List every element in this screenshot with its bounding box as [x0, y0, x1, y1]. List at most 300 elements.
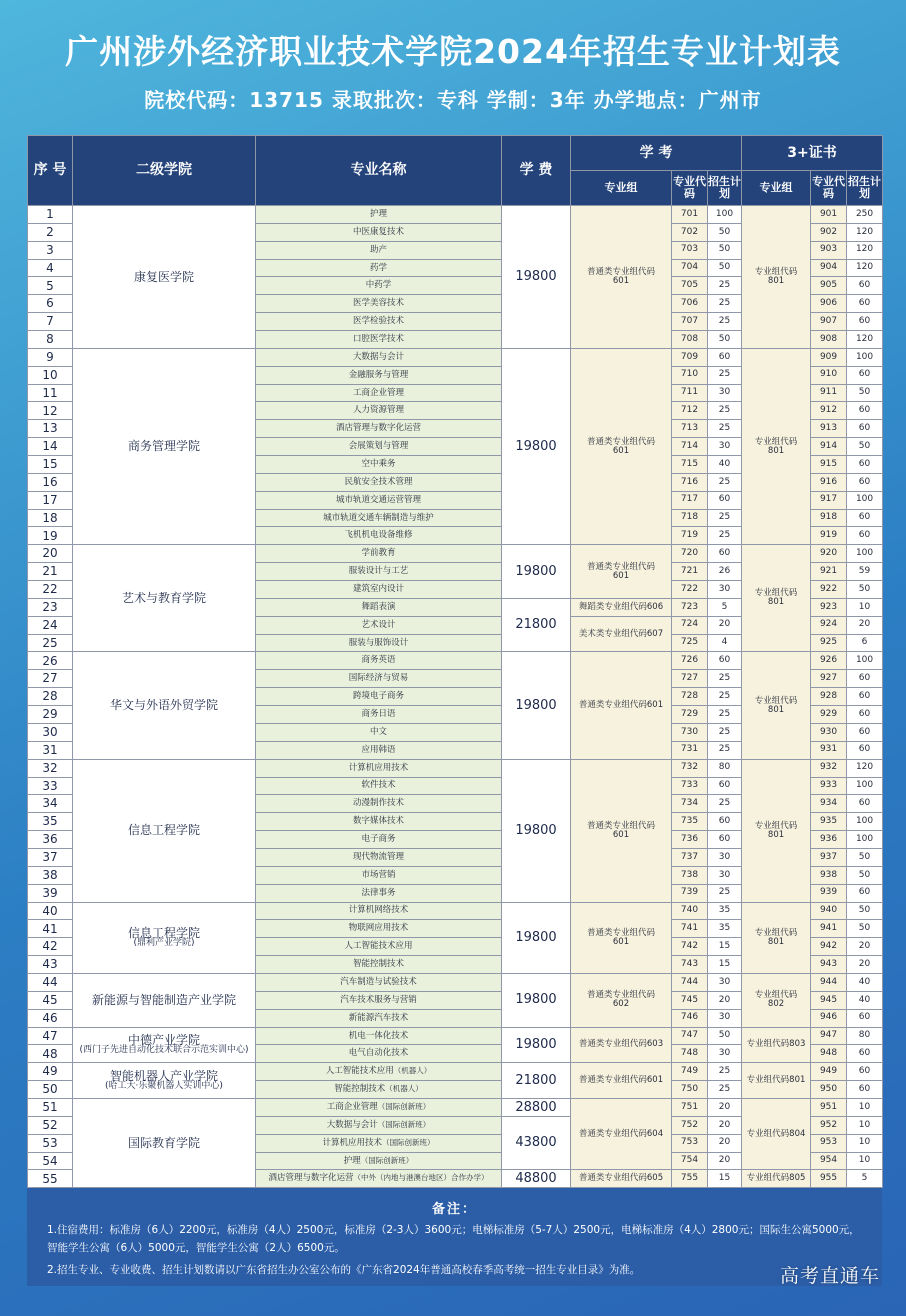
- zs-code: 925: [811, 634, 847, 652]
- row-seq: 26: [28, 652, 73, 670]
- row-seq: 39: [28, 884, 73, 902]
- zs-group-code: 801: [767, 936, 785, 947]
- zs-code: 938: [811, 866, 847, 884]
- tuition-fee: 19800: [502, 348, 571, 544]
- zs-group-label: 专业组代码: [754, 820, 798, 831]
- major-name-cell: [256, 295, 502, 313]
- major-name: 医学美容技术: [352, 298, 404, 309]
- zs-plan: 60: [847, 277, 883, 295]
- zs-code: 912: [811, 402, 847, 420]
- major-name-cell: [256, 902, 502, 920]
- zs-plan: 50: [847, 581, 883, 599]
- major-name: 计算机网络技术: [348, 905, 409, 916]
- zs-plan: 50: [847, 848, 883, 866]
- xk-group-label: 普通类专业组代码603: [578, 1039, 664, 1050]
- xk-code: 755: [672, 1170, 708, 1188]
- zs-code: 951: [811, 1098, 847, 1116]
- xk-code: 735: [672, 813, 708, 831]
- row-seq: 17: [28, 491, 73, 509]
- row-seq: 12: [28, 402, 73, 420]
- xk-plan: 60: [708, 652, 742, 670]
- row-seq: 10: [28, 366, 73, 384]
- header-xuekao: 学 考: [571, 136, 742, 171]
- row-seq: 43: [28, 956, 73, 974]
- xk-plan: 30: [708, 384, 742, 402]
- zs-group-cell: [742, 1098, 811, 1169]
- xk-group-label: 普通类专业组代码: [586, 990, 655, 1001]
- major-name-cell: [256, 402, 502, 420]
- college-name-cell: [73, 973, 256, 1027]
- xk-plan: 25: [708, 402, 742, 420]
- xk-group-label: 普通类专业组代码605: [578, 1173, 664, 1184]
- major-note: （机器人）: [393, 1066, 432, 1076]
- zs-plan: 60: [847, 402, 883, 420]
- zs-plan: 40: [847, 991, 883, 1009]
- tuition-fee: 19800: [502, 902, 571, 973]
- table-body: [28, 206, 883, 1188]
- xk-plan: 30: [708, 1045, 742, 1063]
- row-seq: 28: [28, 688, 73, 706]
- zs-code: 932: [811, 759, 847, 777]
- xk-code: 740: [672, 902, 708, 920]
- major-name: 中文: [369, 726, 387, 737]
- zs-code: 931: [811, 741, 847, 759]
- xk-group-label: 普通类专业组代码604: [578, 1128, 664, 1139]
- major-name: 工商企业管理: [326, 1101, 378, 1112]
- xk-plan: 25: [708, 1081, 742, 1099]
- major-name: 服装设计与工艺: [348, 566, 409, 577]
- major-note: （国际创新班）: [377, 1101, 431, 1111]
- major-name: 国际经济与贸易: [348, 673, 409, 684]
- xk-plan: 60: [708, 491, 742, 509]
- zs-code: 954: [811, 1152, 847, 1170]
- xk-code: 743: [672, 956, 708, 974]
- college-name-cell: [73, 348, 256, 544]
- header-college: 二级学院: [73, 136, 256, 206]
- major-name-cell: [256, 848, 502, 866]
- tuition-fee: 19800: [502, 652, 571, 759]
- xk-plan: 50: [708, 1027, 742, 1045]
- row-seq: 3: [28, 241, 73, 259]
- major-note: （国际创新班）: [377, 1119, 431, 1129]
- tuition-fee: 48800: [502, 1170, 571, 1188]
- row-seq: 8: [28, 331, 73, 349]
- xk-plan: 60: [708, 831, 742, 849]
- zs-code: 921: [811, 563, 847, 581]
- xk-code: 730: [672, 723, 708, 741]
- major-name: 城市轨道交通运营管理: [335, 494, 421, 505]
- row-seq: 27: [28, 670, 73, 688]
- watermark: 高考直通车: [779, 1265, 880, 1287]
- major-name-cell: [256, 741, 502, 759]
- xk-code: 736: [672, 831, 708, 849]
- major-name-cell: [256, 509, 502, 527]
- major-name-cell: [256, 795, 502, 813]
- xk-plan: 25: [708, 795, 742, 813]
- major-name: 汽车制造与试验技术: [340, 976, 417, 987]
- zs-group-cell: [742, 206, 811, 349]
- xk-group-code: 601: [612, 829, 630, 840]
- xk-plan: 20: [708, 1152, 742, 1170]
- major-name: 中医康复技术: [352, 226, 404, 237]
- xk-plan: 26: [708, 563, 742, 581]
- major-name: 电气自动化技术: [348, 1048, 409, 1059]
- college-name-cell: [73, 545, 256, 652]
- xk-code: 750: [672, 1081, 708, 1099]
- zs-group-cell: [742, 652, 811, 759]
- xk-plan: 60: [708, 777, 742, 795]
- zs-code: 922: [811, 581, 847, 599]
- major-name-cell: [256, 1009, 502, 1027]
- zs-code: 939: [811, 884, 847, 902]
- major-name: 软件技术: [361, 780, 396, 791]
- major-name-cell: [256, 598, 502, 616]
- major-name: 大数据与会计: [326, 1119, 378, 1130]
- major-name: 计算机应用技术: [348, 762, 409, 773]
- xk-code: 746: [672, 1009, 708, 1027]
- header-fee: 学 费: [502, 136, 571, 206]
- major-name: 智能控制技术: [352, 959, 404, 970]
- zs-plan: 40: [847, 973, 883, 991]
- zs-code: 929: [811, 706, 847, 724]
- tuition-fee: 19800: [502, 545, 571, 599]
- zs-plan: 60: [847, 723, 883, 741]
- zs-code: 934: [811, 795, 847, 813]
- row-seq: 47: [28, 1027, 73, 1045]
- xk-code: 707: [672, 313, 708, 331]
- xk-plan: 15: [708, 1170, 742, 1188]
- major-name-cell: [256, 938, 502, 956]
- zs-plan: 59: [847, 563, 883, 581]
- major-name: 物联网应用技术: [348, 923, 409, 934]
- tuition-fee: 19800: [502, 973, 571, 1027]
- zs-code: 943: [811, 956, 847, 974]
- zs-plan: 250: [847, 206, 883, 224]
- table-row: [28, 973, 883, 991]
- zs-group-cell: [742, 902, 811, 973]
- major-name: 现代物流管理: [352, 851, 404, 862]
- row-seq: 52: [28, 1116, 73, 1134]
- zs-code: 955: [811, 1170, 847, 1188]
- zs-plan: 120: [847, 259, 883, 277]
- zs-plan: 10: [847, 1098, 883, 1116]
- table-row: [28, 1027, 883, 1045]
- xk-plan: 30: [708, 866, 742, 884]
- major-name-cell: [256, 831, 502, 849]
- row-seq: 13: [28, 420, 73, 438]
- row-seq: 18: [28, 509, 73, 527]
- xk-plan: 5: [708, 598, 742, 616]
- zs-plan: 60: [847, 456, 883, 474]
- zs-code: 914: [811, 438, 847, 456]
- xk-plan: 35: [708, 902, 742, 920]
- xk-code: 719: [672, 527, 708, 545]
- major-note: （国际创新班）: [382, 1137, 435, 1147]
- zs-code: 950: [811, 1081, 847, 1099]
- row-seq: 33: [28, 777, 73, 795]
- header-cert: 3+证书: [742, 136, 883, 171]
- xk-group-label: 普通类专业组代码601: [578, 700, 664, 711]
- xk-group-cell: [571, 598, 672, 616]
- zs-code: 910: [811, 366, 847, 384]
- xk-plan: 80: [708, 759, 742, 777]
- xk-plan: 25: [708, 277, 742, 295]
- table-row: [28, 545, 883, 563]
- zs-code: 905: [811, 277, 847, 295]
- zs-code: 911: [811, 384, 847, 402]
- xk-plan: 30: [708, 438, 742, 456]
- xk-code: 742: [672, 938, 708, 956]
- row-seq: 25: [28, 634, 73, 652]
- xk-plan: 25: [708, 688, 742, 706]
- row-seq: 5: [28, 277, 73, 295]
- xk-code: 709: [672, 348, 708, 366]
- college-name: 智能机器人产业学院: [109, 1068, 218, 1083]
- xk-group-code: 601: [612, 445, 630, 456]
- zs-code: 916: [811, 473, 847, 491]
- row-seq: 14: [28, 438, 73, 456]
- major-name: 跨境电子商务: [352, 691, 404, 702]
- row-seq: 36: [28, 831, 73, 849]
- zs-code: 947: [811, 1027, 847, 1045]
- major-name: 人力资源管理: [352, 405, 404, 416]
- college-name: 艺术与教育学院: [121, 591, 206, 606]
- major-name-cell: [256, 1116, 502, 1134]
- zs-plan: 60: [847, 670, 883, 688]
- xk-code: 710: [672, 366, 708, 384]
- zs-plan: 100: [847, 831, 883, 849]
- table-row: [28, 206, 883, 224]
- xk-code: 720: [672, 545, 708, 563]
- major-name: 商务英语: [361, 655, 396, 666]
- xk-code: 747: [672, 1027, 708, 1045]
- notes-panel: [27, 1188, 882, 1286]
- xk-plan: 30: [708, 848, 742, 866]
- zs-group-label: 专业组代码804: [746, 1128, 806, 1139]
- major-name: 大数据与会计: [352, 351, 404, 362]
- major-name-cell: [256, 1098, 502, 1116]
- major-name: 建筑室内设计: [352, 584, 404, 595]
- tuition-fee: 19800: [502, 759, 571, 902]
- xk-group-code: 601: [612, 275, 630, 286]
- zs-code: 928: [811, 688, 847, 706]
- xk-code: 745: [672, 991, 708, 1009]
- xk-plan: 20: [708, 1098, 742, 1116]
- zs-plan: 60: [847, 366, 883, 384]
- zs-plan: 60: [847, 741, 883, 759]
- xk-plan: 25: [708, 366, 742, 384]
- xk-code: 737: [672, 848, 708, 866]
- row-seq: 11: [28, 384, 73, 402]
- xk-code: 713: [672, 420, 708, 438]
- zs-group-label: 专业组代码: [754, 990, 798, 1001]
- major-name-cell: [256, 616, 502, 634]
- major-name-cell: [256, 581, 502, 599]
- zs-group-code: 801: [767, 704, 785, 715]
- xk-code: 724: [672, 616, 708, 634]
- major-name-cell: [256, 545, 502, 563]
- xk-plan: 30: [708, 581, 742, 599]
- zs-plan: 10: [847, 1116, 883, 1134]
- zs-code: 913: [811, 420, 847, 438]
- zs-group-cell: [742, 759, 811, 902]
- xk-code: 715: [672, 456, 708, 474]
- major-name-cell: [256, 723, 502, 741]
- table-row: [28, 759, 883, 777]
- major-name-cell: [256, 438, 502, 456]
- zs-group-label: 专业组代码: [754, 436, 798, 447]
- major-name-cell: [256, 1152, 502, 1170]
- xk-code: 751: [672, 1098, 708, 1116]
- major-name: 护理: [369, 208, 387, 219]
- zs-plan: 80: [847, 1027, 883, 1045]
- xk-code: 741: [672, 920, 708, 938]
- major-name-cell: [256, 991, 502, 1009]
- major-note: （机器人）: [385, 1084, 423, 1094]
- zs-group-code: 801: [767, 275, 785, 286]
- xk-plan: 30: [708, 1009, 742, 1027]
- major-name: 机电一体化技术: [348, 1030, 409, 1041]
- zs-plan: 60: [847, 313, 883, 331]
- table-row: [28, 1098, 883, 1116]
- zs-group-cell: [742, 973, 811, 1027]
- xk-code: 738: [672, 866, 708, 884]
- major-name-cell: [256, 1027, 502, 1045]
- zs-plan: 60: [847, 527, 883, 545]
- row-seq: 1: [28, 206, 73, 224]
- zs-plan: 10: [847, 598, 883, 616]
- xk-group-label: 普通类专业组代码601: [578, 1075, 664, 1086]
- row-seq: 40: [28, 902, 73, 920]
- zs-plan: 100: [847, 813, 883, 831]
- page-title: 广州涉外经济职业技术学院2024年招生专业计划表: [65, 32, 841, 71]
- zs-plan: 100: [847, 545, 883, 563]
- college-subname: (鼎利产业学院): [133, 938, 195, 949]
- tuition-fee: 21800: [502, 1063, 571, 1099]
- row-seq: 44: [28, 973, 73, 991]
- zs-plan: 60: [847, 706, 883, 724]
- xk-code: 706: [672, 295, 708, 313]
- xk-code: 721: [672, 563, 708, 581]
- xk-plan: 15: [708, 956, 742, 974]
- tuition-fee: 43800: [502, 1116, 571, 1170]
- zs-code: 924: [811, 616, 847, 634]
- row-seq: 23: [28, 598, 73, 616]
- zs-code: 948: [811, 1045, 847, 1063]
- zs-code: 918: [811, 509, 847, 527]
- xk-plan: 25: [708, 420, 742, 438]
- xk-code: 728: [672, 688, 708, 706]
- zs-plan: 60: [847, 1045, 883, 1063]
- major-name: 城市轨道交通车辆制造与维护: [323, 512, 434, 523]
- major-name-cell: [256, 1063, 502, 1081]
- table-row: [28, 348, 883, 366]
- xk-code: 708: [672, 331, 708, 349]
- zs-code: 917: [811, 491, 847, 509]
- zs-plan: 60: [847, 295, 883, 313]
- row-seq: 6: [28, 295, 73, 313]
- table-row: [28, 1063, 883, 1081]
- major-name-cell: [256, 206, 502, 224]
- tuition-fee: 21800: [502, 598, 571, 652]
- major-name: 数字媒体技术: [352, 816, 404, 827]
- xk-group-code: 601: [612, 936, 630, 947]
- zs-group-code: 802: [767, 999, 785, 1010]
- row-seq: 29: [28, 706, 73, 724]
- row-seq: 16: [28, 473, 73, 491]
- tuition-fee: 28800: [502, 1098, 571, 1116]
- college-name: 华文与外语外贸学院: [109, 698, 218, 713]
- xk-group-cell: [571, 348, 672, 544]
- college-name-cell: [73, 206, 256, 349]
- enrollment-plan-table: [27, 135, 883, 1188]
- xk-group-cell: [571, 1027, 672, 1063]
- zs-plan: 60: [847, 1081, 883, 1099]
- zs-plan: 60: [847, 420, 883, 438]
- major-name: 会展策划与管理: [348, 441, 409, 452]
- zs-group-label: 专业组代码803: [746, 1039, 806, 1050]
- row-seq: 42: [28, 938, 73, 956]
- xk-plan: 50: [708, 223, 742, 241]
- xk-group-cell: [571, 1098, 672, 1169]
- xk-plan: 25: [708, 741, 742, 759]
- row-seq: 38: [28, 866, 73, 884]
- major-name: 法律事务: [361, 887, 396, 898]
- xk-code: 748: [672, 1045, 708, 1063]
- xk-code: 753: [672, 1134, 708, 1152]
- college-name: 信息工程学院: [127, 925, 200, 940]
- zs-plan: 5: [847, 1170, 883, 1188]
- xk-group-label: 美术类专业组代码607: [578, 628, 664, 639]
- xk-plan: 25: [708, 527, 742, 545]
- xk-plan: 25: [708, 473, 742, 491]
- major-note: （中外（内地与港澳台地区）合作办学）: [353, 1173, 489, 1183]
- zs-group-cell: [742, 1063, 811, 1099]
- xk-plan: 50: [708, 331, 742, 349]
- header-major: 专业名称: [256, 136, 502, 206]
- zs-code: 953: [811, 1134, 847, 1152]
- xk-group-cell: [571, 616, 672, 652]
- major-name-cell: [256, 331, 502, 349]
- header-xk-code: 专业代码: [672, 171, 708, 206]
- tuition-fee: 19800: [502, 206, 571, 349]
- major-name: 学前教育: [361, 548, 396, 559]
- zs-plan: 60: [847, 509, 883, 527]
- xk-group-code: 602: [612, 999, 630, 1010]
- xk-group-cell: [571, 1063, 672, 1099]
- zs-code: 919: [811, 527, 847, 545]
- major-name-cell: [256, 1045, 502, 1063]
- xk-plan: 100: [708, 206, 742, 224]
- major-name: 应用韩语: [361, 744, 396, 755]
- major-name: 动漫制作技术: [352, 798, 404, 809]
- college-name-cell: [73, 759, 256, 902]
- row-seq: 55: [28, 1170, 73, 1188]
- zs-plan: 100: [847, 652, 883, 670]
- row-seq: 22: [28, 581, 73, 599]
- xk-group-cell: [571, 545, 672, 599]
- major-name-cell: [256, 456, 502, 474]
- xk-code: 723: [672, 598, 708, 616]
- zs-code: 944: [811, 973, 847, 991]
- row-seq: 53: [28, 1134, 73, 1152]
- college-name: 信息工程学院: [127, 823, 200, 838]
- xk-code: 739: [672, 884, 708, 902]
- zs-code: 906: [811, 295, 847, 313]
- zs-plan: 60: [847, 688, 883, 706]
- header-xk-plan: 招生计划: [708, 171, 742, 206]
- xk-code: 752: [672, 1116, 708, 1134]
